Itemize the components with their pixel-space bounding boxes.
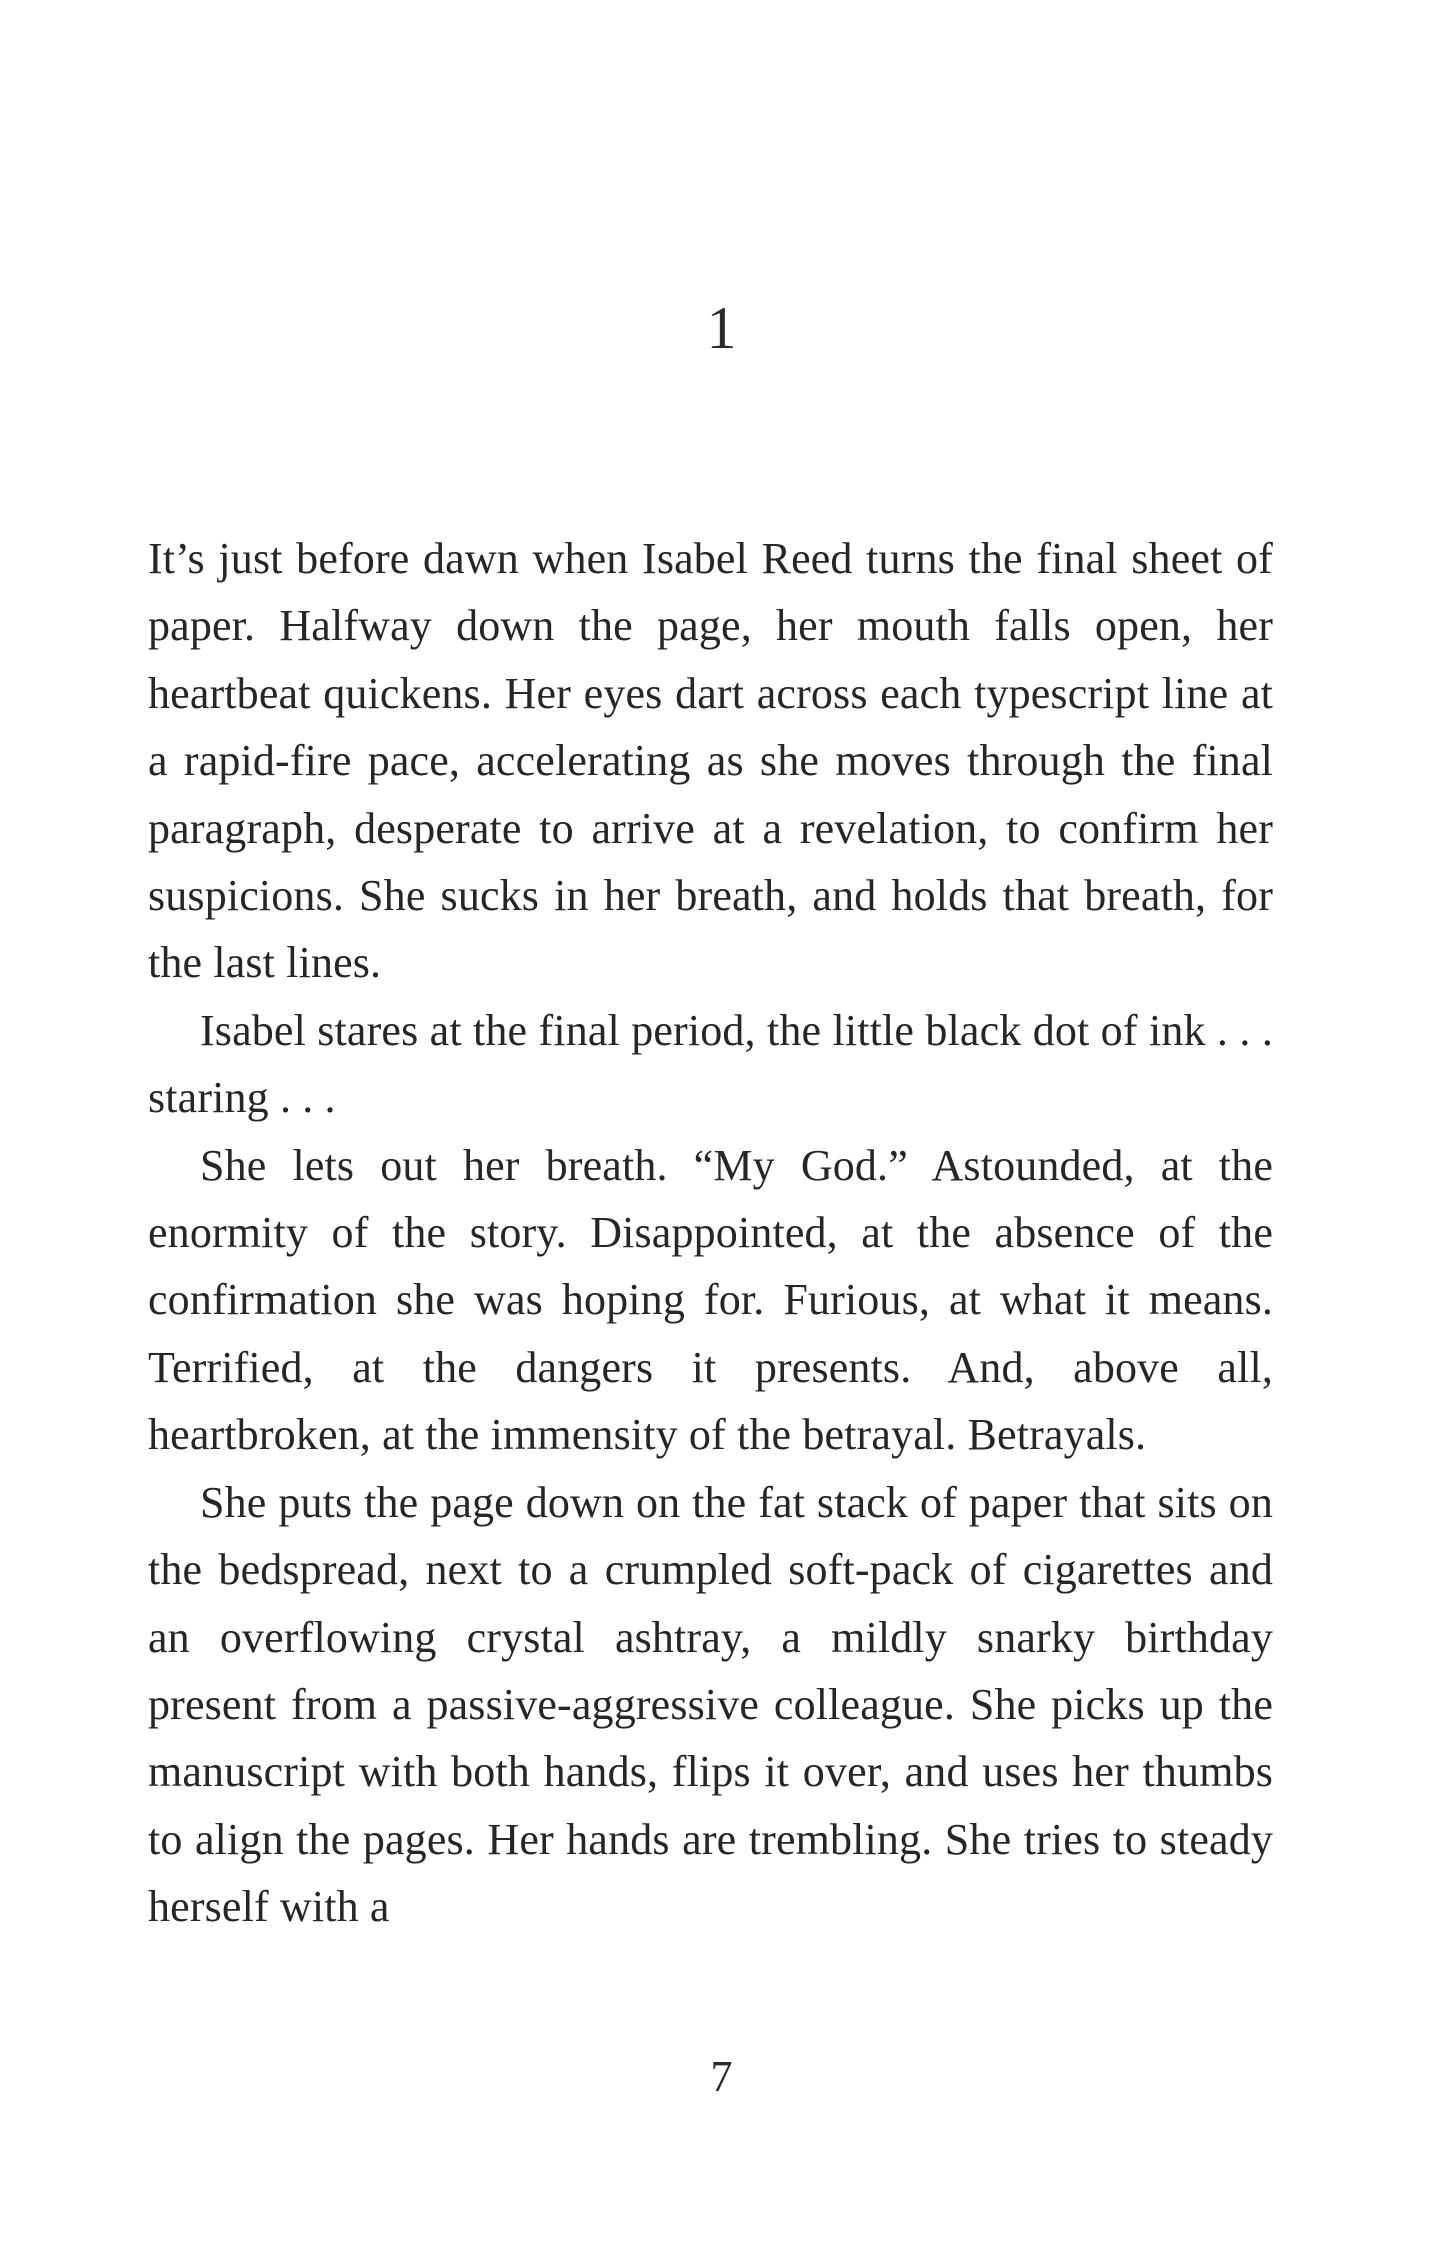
paragraph-2: Isabel stares at the final period, the little black dot of ink . . . staring . . . bbox=[148, 1005, 1273, 1123]
page-number: 7 bbox=[710, 2052, 733, 2101]
chapter-number: 1 bbox=[706, 295, 737, 361]
paragraph-1: It’s just before dawn when Isabel Reed turns the final sheet of paper. Halfway down the page, her mouth falls open, her heartbeat quickens. Her eyes dart across each typescript line at a rapid-fire pace, accelerating as she moves through the final paragraph, desperate to arrive at a revelation, to confirm her suspicions. She sucks in her breath, and holds that breath, for the last lines. bbox=[148, 534, 1273, 988]
paragraph-3: She lets out her breath. “My God.” Astounded, at the enormity of the story. Disappointed, at the absence of the confirmation she was hoping for. Furious, at what it means. Terrified, at the dangers it presents. And, above all, heartbroken, at the immensity of the betrayal. Betrayals. bbox=[148, 1140, 1273, 1460]
chapter-body bbox=[148, 525, 1273, 1941]
paragraph-4: She puts the page down on the fat stack of paper that sits on the bedspread, next to a crumpled soft-pack of cigarettes and an overflowing crystal ashtray, a mildly snarky birthday present from a passive-aggressive colleague. She picks up the manuscript with both hands, flips it over, and uses her thumbs to align the pages. Her hands are trembling. She tries to steady herself with a bbox=[148, 1477, 1273, 1932]
